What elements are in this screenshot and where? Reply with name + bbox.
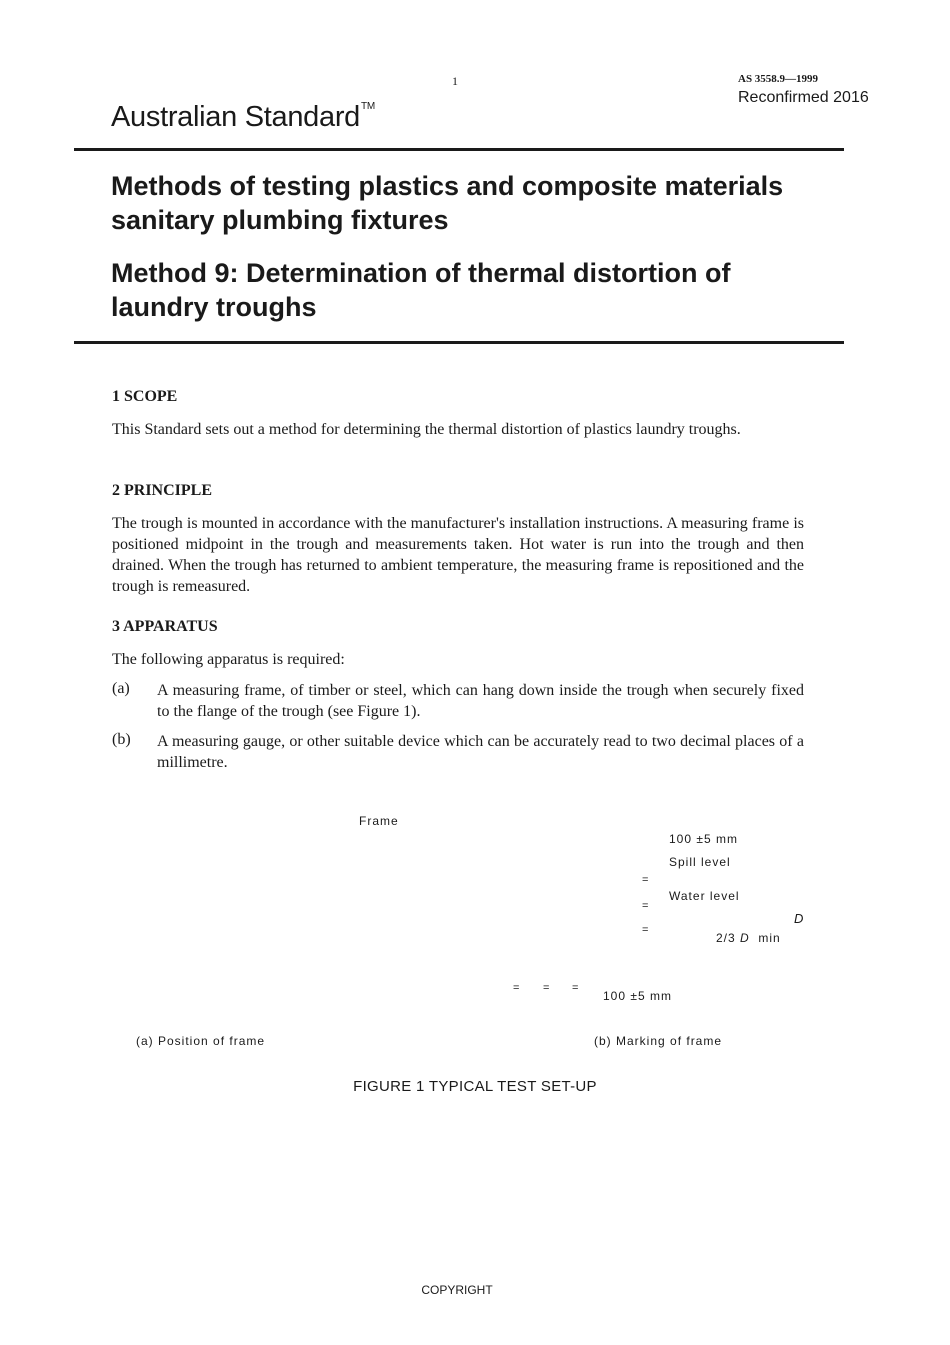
top-rule — [74, 148, 844, 151]
equal-mark: = — [642, 874, 649, 886]
label-100-bottom: 100 ±5 mm — [603, 989, 672, 1003]
brand-title — [111, 101, 375, 134]
apparatus-intro: The following apparatus is required: — [112, 651, 345, 668]
scope-text: This Standard sets out a method for determining the thermal distortion of plastics laundry troughs. — [112, 421, 741, 438]
equal-mark: = — [513, 982, 520, 994]
principle-text: The trough is mounted in accordance with the manufacturer's installation instructions. A measuring frame is positioned midpoint in the trough and measurements taken. Hot water is run into the trough and then drained. When the trough has returned to ambient temperature, the measuring frame is repositioned and the trough is remeasured. — [112, 515, 804, 595]
section-heading-scope: 1 SCOPE — [112, 388, 178, 405]
figure-test-setup — [0, 800, 950, 1060]
reconfirmed-note: Reconfirmed 2016 — [738, 89, 869, 106]
document-title: Methods of testing plastics and composite materials sanitary plumbing fixtures — [111, 171, 784, 235]
list-item-text: A measuring frame, of timber or steel, which can hang down inside the trough when securely fixed to the flange of the trough (see Figure 1). — [157, 682, 804, 720]
label-d: D — [794, 911, 804, 926]
label-two-thirds-d — [716, 931, 781, 945]
label-two-thirds: 2/3 — [716, 931, 736, 945]
label-100-top: 100 ±5 mm — [669, 832, 738, 846]
page-number: 1 — [452, 74, 458, 88]
subcaption-a: (a) Position of frame — [136, 1034, 266, 1048]
list-item-label: (b) — [112, 731, 131, 748]
title-rule — [74, 341, 844, 344]
list-item-text: A measuring gauge, or other suitable device which can be accurately read to two decimal places of a millimetre. — [157, 733, 804, 771]
label-two-thirds-d-letter: D — [740, 931, 750, 945]
label-water-level: Water level — [669, 889, 740, 903]
standard-code: AS 3558.9—1999 — [738, 73, 819, 85]
method-title: Method 9: Determination of thermal distortion of laundry troughs — [111, 258, 731, 322]
label-frame: Frame — [359, 814, 399, 828]
trademark-mark: TM — [361, 101, 375, 112]
label-spill-level: Spill level — [669, 855, 731, 869]
subcaption-b: (b) Marking of frame — [594, 1034, 723, 1048]
equal-mark: = — [642, 900, 649, 912]
brand-text: Australian Standard — [111, 101, 361, 133]
section-heading-principle: 2 PRINCIPLE — [112, 482, 213, 499]
equal-mark: = — [642, 924, 649, 936]
section-heading-apparatus: 3 APPARATUS — [112, 618, 218, 635]
equal-mark: = — [543, 982, 550, 994]
list-item-label: (a) — [112, 680, 130, 697]
copyright-footer: COPYRIGHT — [421, 1283, 493, 1297]
label-min: min — [758, 931, 781, 945]
figure-caption: FIGURE 1 TYPICAL TEST SET-UP — [353, 1078, 597, 1095]
equal-mark: = — [572, 982, 579, 994]
